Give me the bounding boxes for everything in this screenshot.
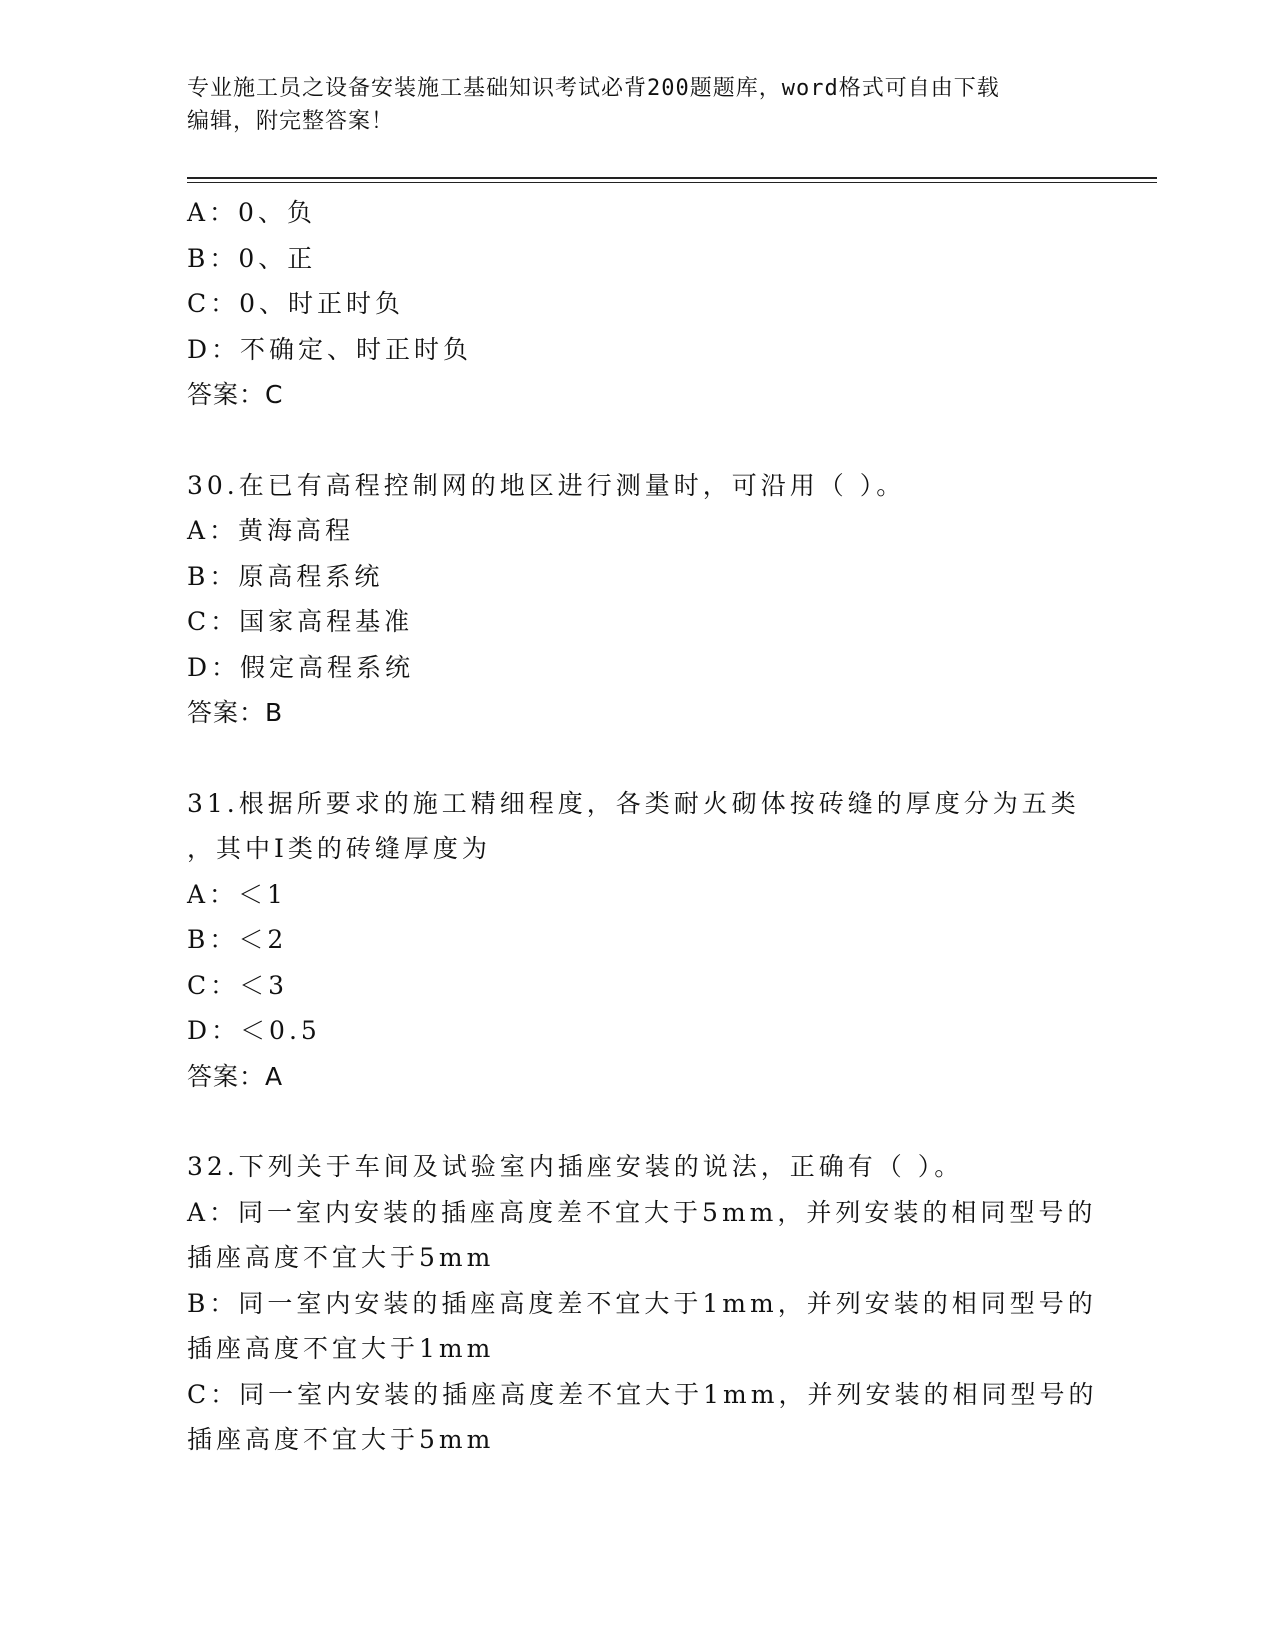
answer-line: 答案：A <box>187 1061 284 1091</box>
option-b: B：原高程系统 <box>187 561 384 591</box>
question-block-30 <box>187 463 1087 736</box>
option-a: A：0、负 <box>187 198 316 227</box>
option-a: A：黄海高程 <box>187 516 355 545</box>
header-line-2: 编辑，附完整答案！ <box>187 109 395 134</box>
header-divider-thin <box>187 182 1157 183</box>
question-block-31 <box>187 781 1087 1100</box>
option-c-continued: 插座高度不宜大于5mm <box>187 1425 495 1454</box>
option-a-continued: 插座高度不宜大于5mm <box>187 1243 495 1272</box>
question-title: 32.下列关于车间及试验室内插座安装的说法，正确有（ ）。 <box>187 1152 964 1181</box>
question-block-29 <box>187 190 1087 418</box>
document-header <box>187 72 1067 138</box>
option-b-continued: 插座高度不宜大于1mm <box>187 1334 495 1363</box>
option-b: B：＜2 <box>187 925 288 954</box>
question-content <box>187 190 1098 1463</box>
option-a: A：同一室内安装的插座高度差不宜大于5mm，并列安装的相同型号的 <box>187 1197 1097 1227</box>
question-title: 31.根据所要求的施工精细程度，各类耐火砌体按砖缝的厚度分为五类 <box>187 788 1080 818</box>
option-c: C：国家高程基准 <box>187 607 414 636</box>
answer-line: 答案：C <box>187 380 284 409</box>
option-d: D：假定高程系统 <box>187 652 415 682</box>
option-c: C：0、时正时负 <box>187 289 405 318</box>
question-title-continued: ，其中Ⅰ类的砖缝厚度为 <box>187 834 491 863</box>
option-b: B：同一室内安装的插座高度差不宜大于1mm，并列安装的相同型号的 <box>187 1288 1097 1318</box>
answer-line: 答案：B <box>187 698 284 727</box>
option-c: C：＜3 <box>187 970 289 1000</box>
option-a: A：＜1 <box>187 879 287 909</box>
header-line-1: 专业施工员之设备安装施工基础知识考试必背200题题库，word格式可自由下载 <box>187 76 1000 101</box>
option-c: C：同一室内安装的插座高度差不宜大于1mm，并列安装的相同型号的 <box>187 1379 1098 1409</box>
question-title: 30.在已有高程控制网的地区进行测量时，可沿用（ ）。 <box>187 470 906 500</box>
header-divider-thick <box>187 177 1157 179</box>
option-d: D：不确定、时正时负 <box>187 334 473 364</box>
option-d: D：＜0.5 <box>187 1016 321 1045</box>
question-block-32 <box>187 1144 1098 1463</box>
option-b: B：0、正 <box>187 243 317 273</box>
